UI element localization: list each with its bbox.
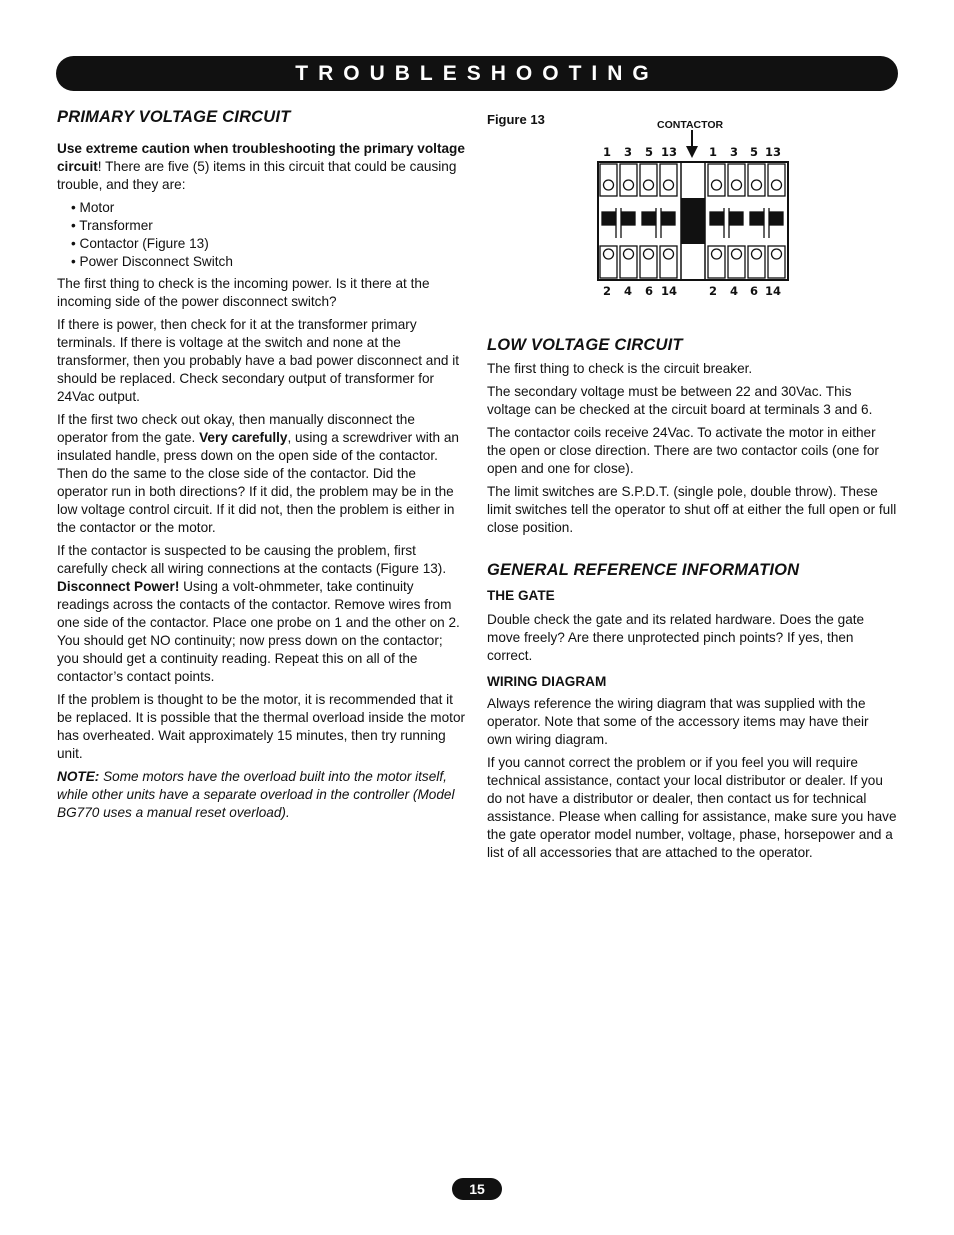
general-reference-heading: GENERAL REFERENCE INFORMATION xyxy=(487,561,800,579)
contactor-label: CONTACTOR xyxy=(657,119,724,131)
gate-paragraph: Double check the gate and its related hardware. Does the gate move freely? Are there unprotected pinch points? If yes, then correct. xyxy=(487,612,865,663)
contactor-terminal xyxy=(640,164,657,278)
page-banner xyxy=(56,56,898,91)
contactor-terminal xyxy=(600,164,617,278)
note-text: Some motors have the overload built into the motor itself, while other units have a separate overload in the controller (Model BG770 uses a manual reset overload). xyxy=(57,769,455,820)
terminal-number: 5 xyxy=(644,145,654,159)
figure-label: Figure 13 xyxy=(487,112,545,127)
contactor-diagram-svg xyxy=(596,138,790,300)
left-column xyxy=(57,108,467,827)
page-number: 15 xyxy=(469,1181,485,1197)
contactor-terminal xyxy=(660,164,677,278)
list-item: • Power Disconnect Switch xyxy=(71,254,233,269)
terminal-number: 1 xyxy=(602,145,612,159)
primary-paragraph-1: The first thing to check is the incoming power. Is it there at the incoming side of the power disconnect switch? xyxy=(57,276,430,309)
low-paragraph-3: The contactor coils receive 24Vac. To activate the motor in either the open or close direction. There are two contactor coils (one for open and one for close). xyxy=(487,425,879,476)
contactor-diagram xyxy=(596,138,790,300)
primary-p3-text-a: If the first two check out okay, then manually disconnect the operator from the gate. xyxy=(57,412,415,445)
low-paragraph-1: The first thing to check is the circuit breaker. xyxy=(487,361,753,376)
terminal-number: 2 xyxy=(708,284,718,298)
primary-p4-text-a: If the contactor is suspected to be causing the problem, first carefully check all wiring connections at the contacts (Figure 13). xyxy=(57,543,447,576)
primary-intro xyxy=(57,140,467,194)
contactor-terminal xyxy=(728,164,745,278)
list-item: • Contactor (Figure 13) xyxy=(71,236,209,251)
primary-intro-bold: Use extreme caution when troubleshooting the primary voltage circuit xyxy=(57,141,465,174)
primary-paragraph-3 xyxy=(57,411,467,537)
terminal-number: 5 xyxy=(749,145,759,159)
primary-p3-text-b: , using a screwdriver with an insulated handle, press down on the open side of the contactor. Then do the same to the close side of the contactor. Did the operator run in both directions? If it did, the problem may be in the low voltage control circuit. If it did not, then the problem is either in the contactor or the motor. xyxy=(57,430,459,535)
primary-paragraph-5: If the problem is thought to be the motor, it is recommended that it be replaced. It is possible that the thermal overload inside the motor has overheated. Wait approximately 15 minutes, then try running unit. xyxy=(57,692,466,761)
terminal-number: 13 xyxy=(660,145,678,159)
terminal-number: 4 xyxy=(729,284,739,298)
note-label: NOTE: xyxy=(57,769,100,784)
terminal-number: 13 xyxy=(764,145,782,159)
assistance-paragraph: If you cannot correct the problem or if you feel you will require technical assistance, contact your local distributor or dealer. If you do not have a distributor or dealer, then contact us for technical assistance. Please when calling for assistance, make sure you have the gate operator model number, voltage, phase, horsepower and a list of all accessories that are attached to the operator. xyxy=(487,755,897,860)
contactor-terminal xyxy=(620,164,637,278)
contactor-terminal xyxy=(708,164,725,278)
primary-paragraph-4 xyxy=(57,542,467,686)
low-paragraph-4: The limit switches are S.P.D.T. (single pole, double throw). These limit switches tell the operator to shut off at either the full open or full close position. xyxy=(487,484,897,535)
terminal-number: 2 xyxy=(602,284,612,298)
terminal-number: 3 xyxy=(729,145,739,159)
contactor-terminal xyxy=(748,164,765,278)
primary-p3-bold: Very carefully xyxy=(199,430,288,445)
terminal-number: 3 xyxy=(623,145,633,159)
list-item: • Motor xyxy=(71,200,115,215)
primary-p4-text-b: Using a volt-ohmmeter, take continuity readings across the contacts of the contactor. Remove wires from one side of the contactor. Place one probe on 1 and the other on 2. You should get NO continuity; now press down on the contactor; you should get a continuity reading. Repeat this on all of the contactor’s contact points. xyxy=(57,579,460,684)
low-voltage-heading: LOW VOLTAGE CIRCUIT xyxy=(487,336,683,354)
primary-items-list xyxy=(57,199,467,271)
primary-voltage-heading: PRIMARY VOLTAGE CIRCUIT xyxy=(57,108,291,126)
wiring-diagram-subheading: WIRING DIAGRAM xyxy=(487,674,607,689)
list-item: • Transformer xyxy=(71,218,153,233)
terminal-number: 1 xyxy=(708,145,718,159)
right-column xyxy=(487,336,897,867)
terminal-number: 14 xyxy=(764,284,782,298)
gate-subheading: THE GATE xyxy=(487,588,555,603)
terminal-number: 4 xyxy=(623,284,633,298)
banner-title: TROUBLESHOOTING xyxy=(295,61,659,85)
primary-paragraph-2: If there is power, then check for it at the transformer primary terminals. If there is voltage at the switch and none at the transformer, then you probably have a bad power disconnect and it should be replaced. Check secondary output of transformer for 24Vac output. xyxy=(57,317,460,404)
page-number-badge xyxy=(452,1178,502,1200)
primary-note xyxy=(57,768,467,822)
primary-intro-rest: ! There are five (5) items in this circuit that could be causing trouble, and they are: xyxy=(57,159,457,192)
contactor-terminal xyxy=(768,164,785,278)
wiring-paragraph: Always reference the wiring diagram that was supplied with the operator. Note that some of the accessory items may have their own wiring diagram. xyxy=(487,696,869,747)
terminal-number: 14 xyxy=(660,284,678,298)
terminal-number: 6 xyxy=(644,284,654,298)
terminal-number: 6 xyxy=(749,284,759,298)
primary-p4-bold: Disconnect Power! xyxy=(57,579,180,594)
low-paragraph-2: The secondary voltage must be between 22 and 30Vac. This voltage can be checked at the circuit board at terminals 3 and 6. xyxy=(487,384,873,417)
